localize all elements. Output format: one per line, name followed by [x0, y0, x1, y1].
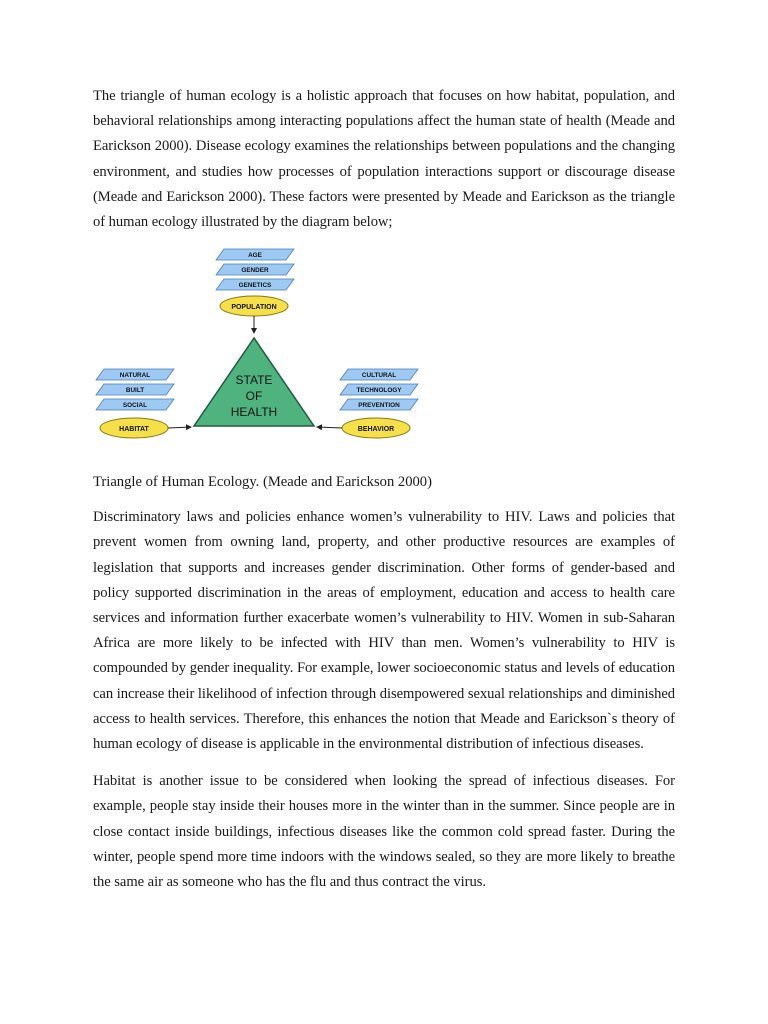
population-factor-age-label: AGE [248, 252, 262, 260]
triangle-of-human-ecology-diagram [93, 247, 433, 453]
triangle-label-line3: HEALTH [230, 405, 278, 420]
habitat-arrow [168, 427, 191, 428]
diagram-svg [93, 247, 433, 453]
habitat-factor-built-label: BUILT [125, 387, 145, 395]
paragraph-intro: The triangle of human ecology is a holistic approach that focuses on how habitat, population, and behavioral relationships among interacting populations affect the human state of health (Meade and Earickson 2000). Disease ecology examines the relationships between populations and the changing environment, and studies how processes of population interactions support or discourage disease (Meade and Earickson 2000). These factors were presented by Meade and Earickson as the triangle of human ecology illustrated by the diagram below; [93, 88, 675, 231]
population-node-label: POPULATION [231, 304, 277, 312]
document-page [93, 84, 675, 895]
triangle-label-line1: STATE [235, 373, 273, 388]
habitat-factor-built [96, 384, 174, 395]
behavior-factor-prevention-label: PREVENTION [358, 402, 400, 410]
habitat-factor-natural [96, 369, 174, 380]
behavior-factor-prevention [340, 399, 418, 410]
population-factor-genetics [216, 279, 294, 290]
habitat-factor-social [96, 399, 174, 410]
figure-caption: Triangle of Human Ecology. (Meade and Earickson 2000) [93, 474, 432, 491]
behavior-node [342, 418, 410, 438]
triangle-label-line2: OF [245, 389, 263, 404]
population-factor-genetics-label: GENETICS [238, 282, 272, 290]
habitat-node [100, 418, 168, 438]
population-node [220, 296, 288, 316]
paragraph-habitat: Habitat is another issue to be considered when looking the spread of infectious diseases. For example, people stay inside their houses more in the winter than in the summer. Since people are in close contact inside buildings, infectious diseases like the common cold spread faster. During the winter, people spend more time indoors with the windows sealed, so they are more likely to breathe the same air as someone who has the flu and thus contract the virus. [93, 773, 675, 891]
population-factor-age [216, 249, 294, 260]
behavior-factor-cultural [340, 369, 418, 380]
population-factor-gender-label: GENDER [241, 267, 269, 275]
behavior-node-label: BEHAVIOR [357, 426, 395, 434]
behavior-factor-cultural-label: CULTURAL [361, 372, 397, 380]
behavior-factor-technology-label: TECHNOLOGY [356, 387, 402, 395]
behavior-factor-technology [340, 384, 418, 395]
habitat-factor-social-label: SOCIAL [122, 402, 148, 410]
habitat-node-label: HABITAT [119, 426, 149, 434]
paragraph-hiv-vulnerability: Discriminatory laws and policies enhance women’s vulnerability to HIV. Laws and policies that prevent women from owning land, property, and other productive resources are examples of legislation that supports and increases gender discrimination. Other forms of gender-based and policy supported discrimination in the areas of employment, education and access to health care services and information further exacerbate women’s vulnerability to HIV. Women in sub-Saharan Africa are more likely to be infected with HIV than men. Women’s vulnerability to HIV is compounded by gender inequality. For example, lower socioeconomic status and levels of education can increase their likelihood of infection through disempowered sexual relationships and diminished access to health services. Therefore, this enhances the notion that Meade and Earickson`s theory of human ecology of disease is applicable in the environmental distribution of infectious diseases. [93, 509, 675, 753]
behavior-arrow [317, 427, 342, 428]
population-factor-gender [216, 264, 294, 275]
state-of-health-triangle [194, 338, 314, 426]
habitat-factor-natural-label: NATURAL [119, 372, 151, 380]
